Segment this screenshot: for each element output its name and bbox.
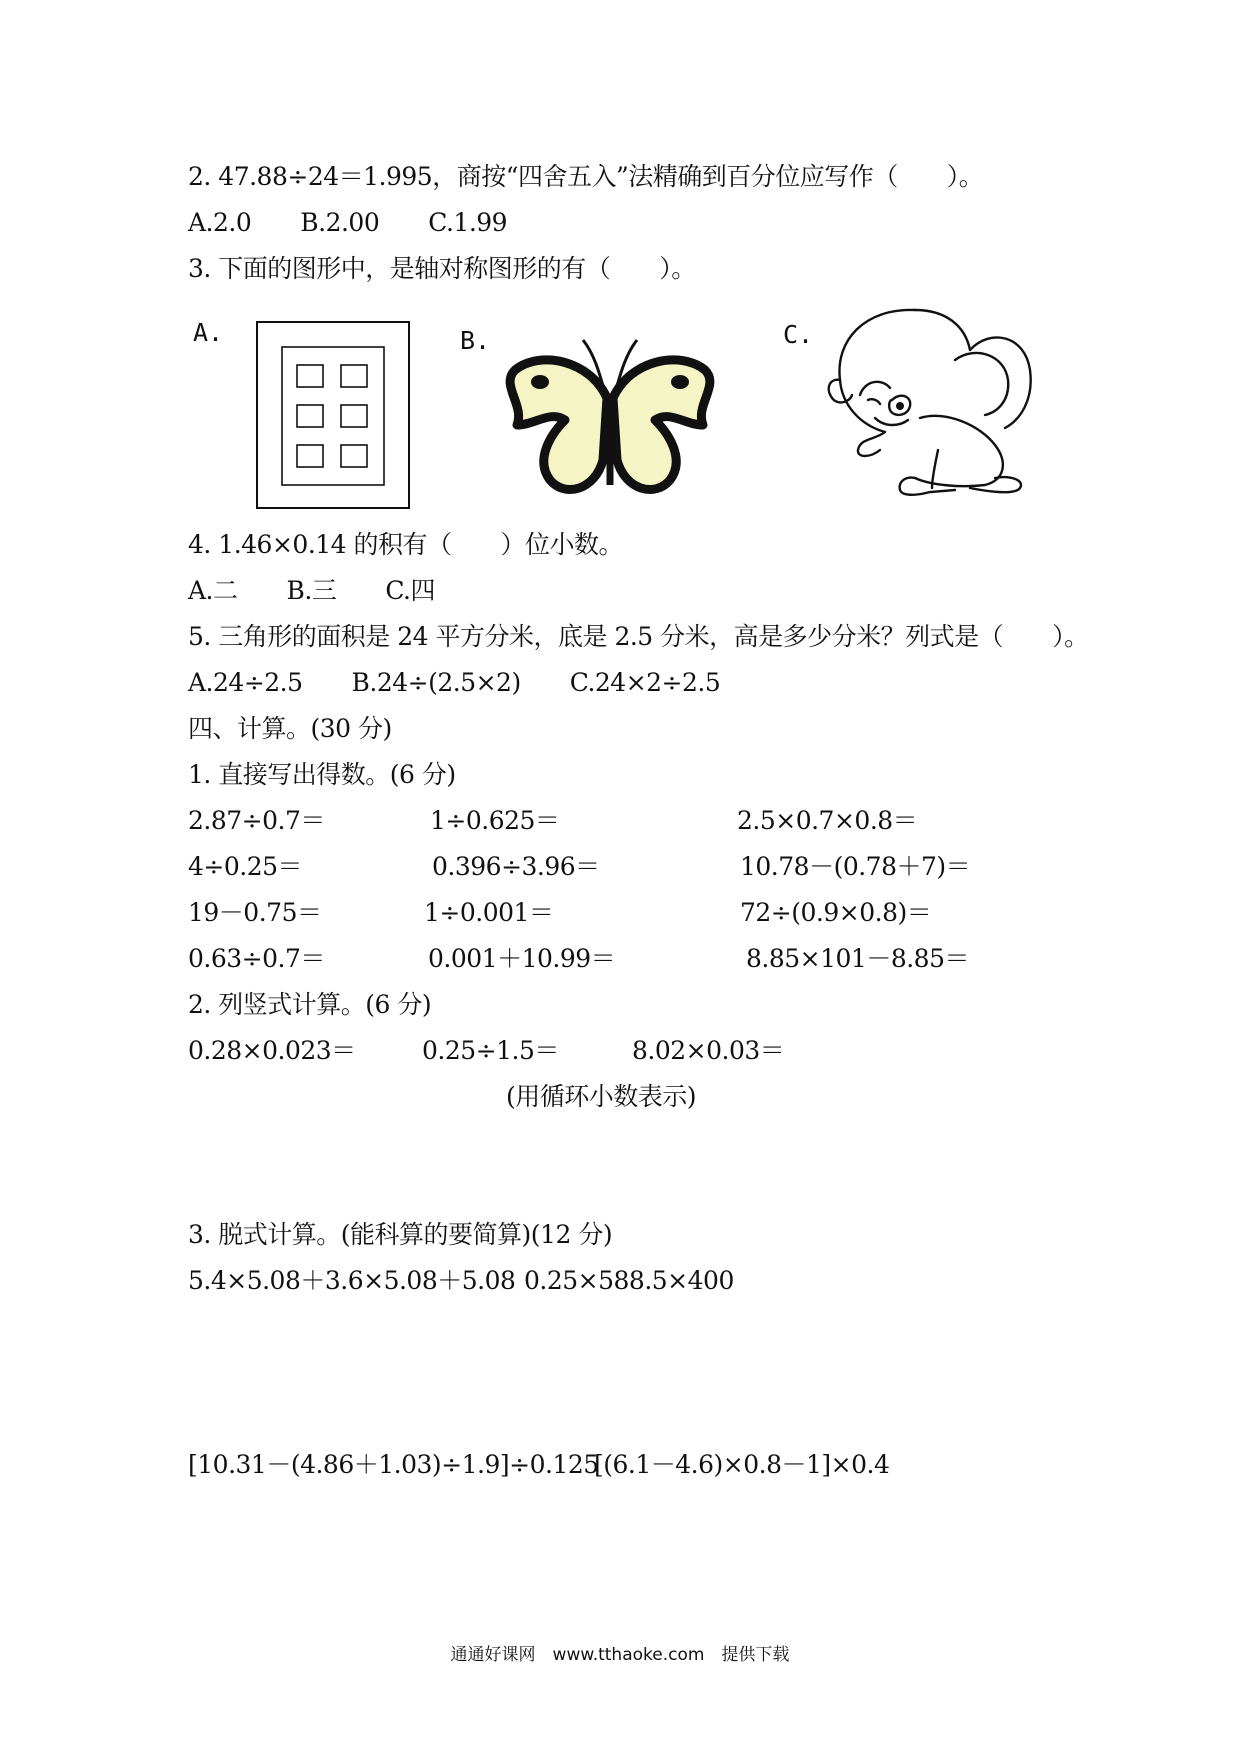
- stepwise-calc-item: [10.31－(4.86＋1.03)÷1.9]÷0.125: [188, 1450, 599, 1479]
- part-2-title: 2. 列竖式计算。(6 分): [188, 990, 432, 1019]
- q4-options: A.二 B.三 C.四: [188, 576, 436, 605]
- figure-a-label: A.: [193, 318, 224, 347]
- mental-calc-item: 0.396÷3.96＝: [432, 852, 600, 881]
- vertical-calc-item: 0.28×0.023＝: [188, 1036, 356, 1065]
- stepwise-calc-item: [(6.1－4.6)×0.8－1]×0.4: [594, 1450, 890, 1479]
- stepwise-calc-item: 5.4×5.08＋3.6×5.08＋5.08: [188, 1266, 516, 1295]
- mental-calc-item: 1÷0.001＝: [424, 898, 554, 927]
- mental-calc-item: 19－0.75＝: [188, 898, 322, 927]
- q2-options: A.2.0 B.2.00 C.1.99: [188, 208, 508, 237]
- mental-calc-item: 72÷(0.9×0.8)＝: [740, 898, 932, 927]
- part-3-title: 3. 脱式计算。(能科算的要简算)(12 分): [188, 1220, 613, 1249]
- mental-calc-item: 2.5×0.7×0.8＝: [737, 806, 918, 835]
- mental-calc-item: 4÷0.25＝: [188, 852, 303, 881]
- figure-b-label: B.: [460, 326, 491, 355]
- mental-calc-item: 0.63÷0.7＝: [188, 944, 325, 973]
- mental-calc-item: 2.87÷0.7＝: [188, 806, 325, 835]
- q5-options: A.24÷2.5 B.24÷(2.5×2) C.24×2÷2.5: [188, 668, 721, 697]
- stepwise-calc-item: 0.25×588.5×400: [524, 1266, 734, 1295]
- mental-calc-item: 1÷0.625＝: [430, 806, 560, 835]
- footer-source: 通通好课网 www.tthaoke.com 提供下载: [450, 1645, 790, 1665]
- butterfly-figure: [495, 330, 725, 505]
- vertical-calc-item: 8.02×0.03＝: [632, 1036, 785, 1065]
- q4-text: 4. 1.46×0.14 的积有（ ）位小数。: [188, 530, 624, 559]
- q2-text: 2. 47.88÷24＝1.995，商按“四舍五入”法精确到百分位应写作（ ）。: [188, 162, 984, 191]
- q5-text: 5. 三角形的面积是 24 平方分米，底是 2.5 分米，高是多少分米？列式是（ ）。: [188, 622, 1089, 651]
- part-1-title: 1. 直接写出得数。(6 分): [188, 760, 456, 789]
- mental-calc-item: 0.001＋10.99＝: [428, 944, 616, 973]
- window-figure: [255, 320, 413, 512]
- monkey-figure: [820, 300, 1035, 505]
- figure-c-label: C.: [783, 320, 814, 349]
- mental-calc-item: 8.85×101－8.85＝: [746, 944, 969, 973]
- mental-calc-item: 10.78－(0.78＋7)＝: [740, 852, 971, 881]
- section-4-title: 四、计算。(30 分): [188, 714, 392, 743]
- vertical-calc-item: 0.25÷1.5＝: [422, 1036, 559, 1065]
- q3-text: 3. 下面的图形中，是轴对称图形的有（ ）。: [188, 254, 696, 283]
- recurring-decimal-note: (用循环小数表示): [506, 1082, 697, 1111]
